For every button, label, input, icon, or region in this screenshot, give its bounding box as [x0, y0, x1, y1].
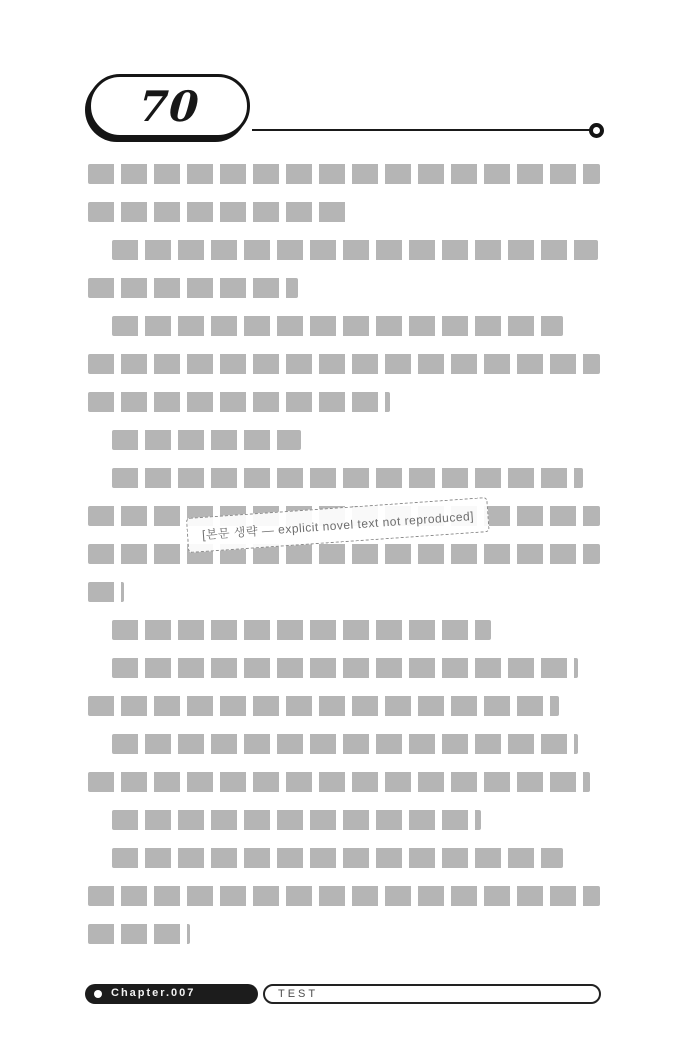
redacted-text-bar [88, 886, 600, 906]
redacted-text-line [88, 611, 600, 649]
redacted-text-bar [88, 772, 590, 792]
redacted-text-line [88, 877, 600, 915]
redacted-text-bar [112, 734, 578, 754]
redacted-text-line [88, 421, 600, 459]
redacted-text-bar [88, 582, 124, 602]
bullet-dot-icon [94, 990, 102, 998]
redacted-text-line [88, 459, 600, 497]
redacted-text-bar [88, 392, 390, 412]
redacted-text-line [88, 269, 600, 307]
redacted-text-line [88, 155, 600, 193]
section-badge [263, 984, 601, 1004]
redacted-text-line [88, 687, 600, 725]
redacted-text-bar [112, 316, 563, 336]
redacted-text-line [88, 345, 600, 383]
redacted-text-bar [112, 240, 598, 260]
page-footer [0, 980, 676, 1020]
redacted-text-bar [112, 810, 481, 830]
redacted-text-line [88, 801, 600, 839]
chapter-badge [85, 984, 258, 1004]
header-rule [252, 129, 590, 131]
page-number-badge [88, 74, 250, 138]
redacted-text-line [88, 573, 600, 611]
redaction-note: [본문 생략 — explicit novel text not reproduced] [186, 497, 490, 553]
redacted-text-line [88, 725, 600, 763]
page-number: 70 [137, 81, 201, 131]
redacted-text-line [88, 763, 600, 801]
redacted-text-line [88, 231, 600, 269]
redacted-text-line [88, 649, 600, 687]
ring-terminal-icon [589, 123, 604, 138]
redacted-text-bar [88, 544, 600, 564]
redacted-text-bar [88, 354, 600, 374]
redacted-text-line [88, 193, 600, 231]
redacted-text-bar [88, 164, 600, 184]
redacted-text-line [88, 839, 600, 877]
body-text [88, 155, 600, 953]
section-label: TEST [278, 987, 319, 1000]
redacted-text-line [88, 915, 600, 953]
redacted-text-bar [88, 202, 349, 222]
redacted-text-bar [88, 278, 298, 298]
page-header [0, 0, 676, 150]
redacted-text-bar [112, 468, 583, 488]
redacted-text-bar [112, 848, 563, 868]
redacted-text-bar [88, 696, 559, 716]
redacted-text-bar [112, 620, 491, 640]
redacted-text-bar [88, 924, 190, 944]
redacted-text-line [88, 383, 600, 421]
redacted-text-bar [112, 658, 578, 678]
chapter-label: Chapter.007 [111, 987, 196, 999]
redacted-text-bar [112, 430, 301, 450]
redacted-text-line [88, 307, 600, 345]
